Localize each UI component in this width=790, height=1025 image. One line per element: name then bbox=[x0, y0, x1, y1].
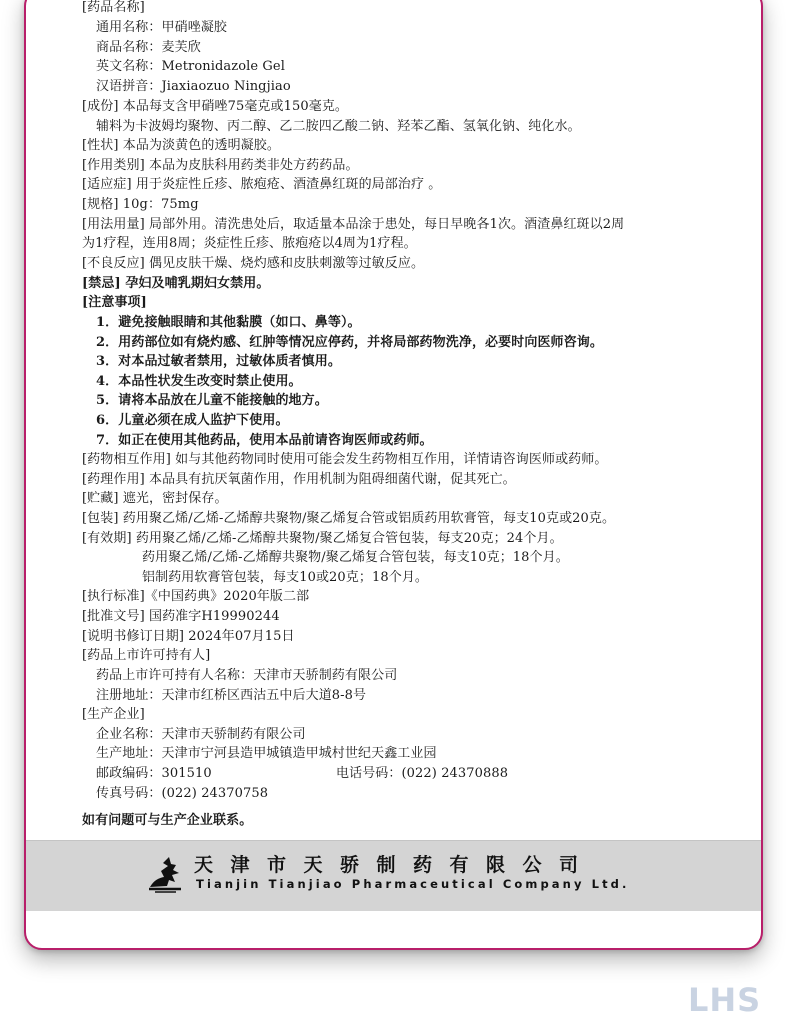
validity-line-2: 药用聚乙烯/乙烯-乙烯醇共聚物/聚乙烯复合管包装，每支10克；18个月。 bbox=[142, 550, 569, 565]
interactions: [药物相互作用] 如与其他药物同时使用可能会发生药物相互作用，详情请咨询医师或药师。 bbox=[82, 452, 608, 467]
pharmacology: [药理作用] 本品具有抗厌氧菌作用，作用机制为阻碍细菌代谢，促其死亡。 bbox=[82, 472, 516, 487]
generic-name: 通用名称：甲硝唑凝胶 bbox=[96, 20, 228, 35]
horse-logo-icon bbox=[146, 853, 184, 893]
validity-line-3: 铝制药用软膏管包装，每支10或20克；18个月。 bbox=[142, 570, 429, 585]
precaution-item: 3．对本品过敏者禁用，过敏体质者慎用。 bbox=[96, 354, 341, 369]
watermark: LHS bbox=[688, 981, 762, 1019]
excipients-line: 辅料为卡波姆均聚物、丙二醇、乙二胺四乙酸二钠、羟苯乙酯、氢氧化钠、纯化水。 bbox=[96, 119, 581, 134]
dosage-line-2: 为1疗程，连用8周；炎症性丘疹、脓疱疮以4周为1疗程。 bbox=[82, 236, 417, 251]
fax-number: 传真号码：(022) 24370758 bbox=[96, 786, 269, 801]
manufacturer-address: 生产地址：天津市宁河县造甲城镇造甲城村世纪天鑫工业园 bbox=[96, 746, 437, 761]
packaging: [包装] 药用聚乙烯/乙烯-乙烯醇共聚物/聚乙烯复合管或铝质药用软膏管，每支10克或20克。 bbox=[82, 511, 616, 526]
indications: [适应症] 用于炎症性丘疹、脓疱疮、酒渣鼻红斑的局部治疗 。 bbox=[82, 177, 442, 192]
approval-number: [批准文号] 国药准字H19990244 bbox=[82, 609, 280, 624]
precautions-header: [注意事项] bbox=[82, 295, 147, 310]
specification: [规格] 10g：75mg bbox=[82, 197, 199, 212]
storage: [贮藏] 遮光，密封保存。 bbox=[82, 491, 228, 506]
revision-date: [说明书修订日期] 2024年07月15日 bbox=[82, 629, 295, 644]
english-name: 英文名称：Metronidazole Gel bbox=[96, 59, 285, 74]
mah-address: 注册地址：天津市红桥区西沽五中后大道8-8号 bbox=[96, 688, 367, 703]
dosage-line-1: [用法用量] 局部外用。清洗患处后，取适量本品涂于患处，每日早晚各1次。酒渣鼻红斑以2周 bbox=[82, 217, 625, 232]
manufacturer-header: [生产企业] bbox=[82, 707, 145, 722]
company-name-en: Tianjin Tianjiao Pharmaceutical Company Ltd. bbox=[196, 877, 630, 891]
precaution-item: 4．本品性状发生改变时禁止使用。 bbox=[96, 374, 302, 389]
pinyin-name: 汉语拼音：Jiaxiaozuo Ningjiao bbox=[96, 79, 291, 94]
phone-number: 电话号码：(022) 24370888 bbox=[336, 766, 509, 781]
composition-line: [成份] 本品每支含甲硝唑75毫克或150毫克。 bbox=[82, 99, 349, 114]
precaution-item: 1．避免接触眼睛和其他黏膜（如口、鼻等）。 bbox=[96, 315, 361, 330]
validity-line-1: [有效期] 药用聚乙烯/乙烯-乙烯醇共聚物/聚乙烯复合管包装，每支20克；24个月。 bbox=[82, 531, 563, 546]
contact-note: 如有问题可与生产企业联系。 bbox=[82, 813, 253, 828]
precaution-item: 6．儿童必须在成人监护下使用。 bbox=[96, 413, 289, 428]
category: [作用类别] 本品为皮肤科用药类非处方药药品。 bbox=[82, 158, 359, 173]
mah-header: [药品上市许可持有人] bbox=[82, 648, 211, 663]
manufacturer-name: 企业名称：天津市天骄制药有限公司 bbox=[96, 727, 306, 742]
drug-name-header: [药品名称] bbox=[82, 0, 145, 15]
trade-name: 商品名称：麦芙欣 bbox=[96, 40, 201, 55]
contraindications: [禁忌] 孕妇及哺乳期妇女禁用。 bbox=[82, 276, 270, 291]
properties: [性状] 本品为淡黄色的透明凝胶。 bbox=[82, 138, 280, 153]
precaution-item: 7．如正在使用其他药品，使用本品前请咨询医师或药师。 bbox=[96, 433, 433, 448]
mah-name: 药品上市许可持有人名称：天津市天骄制药有限公司 bbox=[96, 668, 398, 683]
precaution-item: 2．用药部位如有烧灼感、红肿等情况应停药，并将局部药物洗净，必要时向医师咨询。 bbox=[96, 335, 603, 350]
leaflet-card bbox=[24, 0, 763, 950]
standard: [执行标准]《中国药典》2020年版二部 bbox=[82, 589, 310, 604]
precaution-item: 5．请将本品放在儿童不能接触的地方。 bbox=[96, 393, 328, 408]
company-banner bbox=[26, 840, 761, 911]
company-name-cn: 天津市天骄制药有限公司 bbox=[194, 854, 596, 876]
adverse-reactions: [不良反应] 偶见皮肤干燥、烧灼感和皮肤刺激等过敏反应。 bbox=[82, 256, 425, 271]
postcode: 邮政编码：301510 bbox=[96, 766, 212, 781]
